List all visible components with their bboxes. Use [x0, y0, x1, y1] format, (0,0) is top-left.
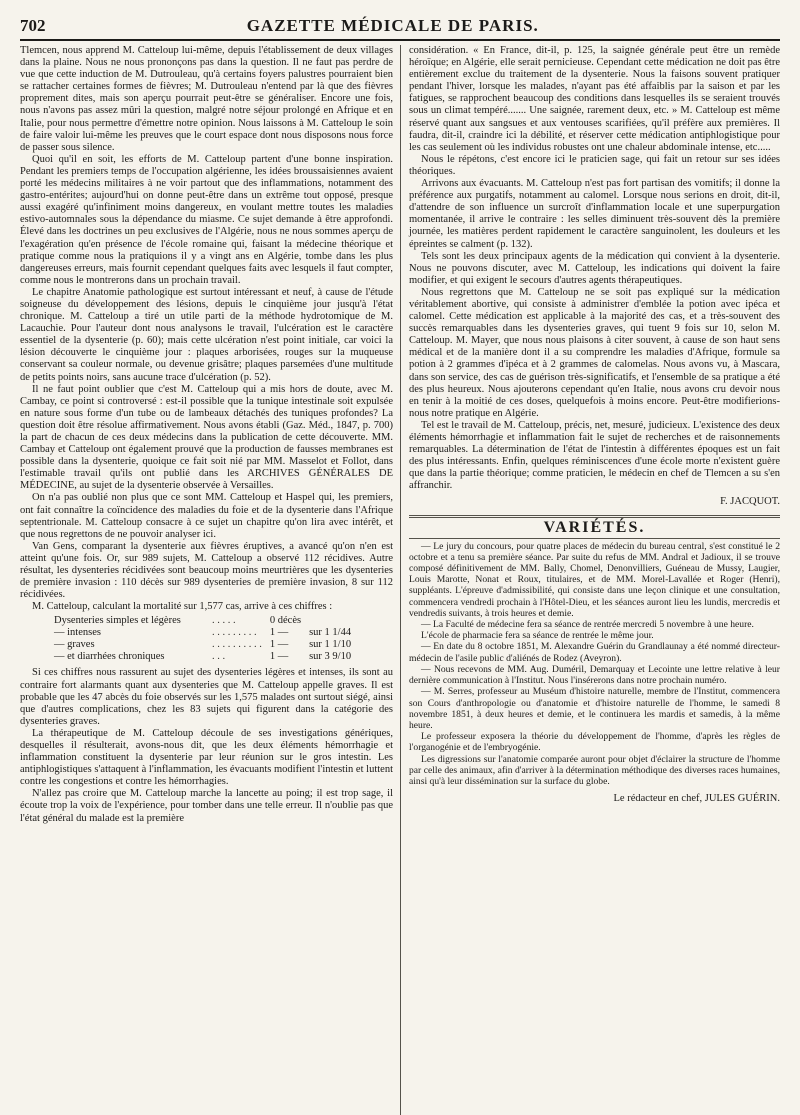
- author-signature: F. JACQUOT.: [720, 496, 780, 508]
- varietes-heading: VARIÉTÉS.: [543, 518, 646, 536]
- table-cell: . . . . .: [212, 615, 236, 627]
- table-cell: . . . . . . . . . .: [212, 639, 262, 651]
- left-paragraph: Le chapitre Anatomie pathologique est surtout intéressant et neuf, à cause de l'étude soigneuse du développement des lésions, depuis le cinquième jour jusqu'à l'état chronique. M. Catteloup a tiré un utile parti de la méthode hydrotomique de M. Lacauchie. Pour l'auteur dont nous analysons le travail, l'ulcération est le caractère essentiel de la dysenterie (p. 60); mais cette ulcération n'est point initiale, car voici la lésion découverte le cinquième jour : plaques arborisées, rouges sur la muqueuse conservant sa couleur normale, ou devenue grisâtre; plaques parsemées d'une multitude de petits points noirs, sans aucune trace d'ulcération (p. 52).: [20, 286, 393, 383]
- news-item: Les digressions sur l'anatomie comparée auront pour objet d'éclairer la structure de l'homme par celle des animaux, afin d'arriver à la détermination méthodique des diverses races humaines, ainsi qu'à leur dissémination sur la surface du globe.: [409, 753, 780, 787]
- table-cell: 1 —: [269, 651, 289, 663]
- varietes-section: [409, 541, 780, 787]
- mortality-table: [50, 615, 355, 663]
- table-cell: 1 —: [269, 627, 289, 639]
- table-cell: . . . . . . . . .: [212, 627, 257, 639]
- news-item: — Le jury du concours, pour quatre places de médecin du bureau central, s'est constitué le 2 octobre et a tenu sa première séance. Par suite du refus de MM. Andral et Jadioux, il se trouve composé définitivement de MM. Bally, Chomel, Denonvilliers, Guéneau de Mussy, Laugier, Louis Marotte, Nonat et Roux, titulaires, et de MM. Morel-Lavallée et Roger (Henri), suppléants. L'épreuve d'admissibilité, qui consiste dans une leçon clinique et une consultation, commencera vendredi prochain à l'Hôtel-Dieu, et les séances auront lieu les lundis, mercredis et vendredis suivants, à trois heures et demie.: [409, 540, 780, 619]
- news-item: — En date du 8 octobre 1851, M. Alexandre Guérin du Grandlaunay a été nommé directeur-médecin de l'asile public d'aliénés de Rodez (Aveyron).: [409, 641, 780, 664]
- table-cell: — intenses: [54, 627, 101, 639]
- journal-title: GAZETTE MÉDICALE DE PARIS.: [246, 16, 539, 35]
- table-cell: — et diarrhées chroniques: [54, 651, 165, 663]
- left-paragraph: Van Gens, comparant la dysenterie aux fièvres éruptives, a avancé qu'on n'en est atteint qu'une fois. Or, sur 989 sujets, M. Catteloup a observé 112 récidives. Autre résultat, les dysenteries récidivées sont beaucoup moins meurtrières que les dysenteries de première invasion : 110 décès sur 989 dysenteries de première invasion, 8 sur 112 récidivées.: [20, 540, 393, 601]
- columns: [20, 45, 780, 1115]
- table-cell: sur 1 1/44: [309, 627, 352, 639]
- table-row: [50, 627, 355, 639]
- page-header: [20, 16, 780, 41]
- table-row: [50, 639, 355, 651]
- left-column: [20, 45, 400, 1115]
- table-cell: 1 —: [269, 639, 289, 651]
- table-cell: — graves: [54, 639, 95, 651]
- news-item: — Nous recevons de MM. Aug. Duméril, Demarquay et Lecointe une lettre relative à leur dernière communication à l'Institut. Nous l'insérerons dans notre prochain numéro.: [409, 663, 780, 687]
- left-paragraph: Il ne faut point oublier que c'est M. Catteloup qui a mis hors de doute, avec M. Cambay, ce point si controversé : est-il possible que la tunique intestinale soit expulsée en nature sous forme d'un tube ou de lambeaux détachés des tuniques profondes? La question doit être résolue affirmativement. Nous avons établi (Gaz. Méd., 1847, p. 700) la part de chacun de ces deux médecins dans la publication de cette découverte. MM. Cambay et Catteloup ont également prouvé que la production de fausses membranes est possible dans la dysenterie, quoique ce fait soit nié par MM. Masselot et Follot, dans l'estimable travail qu'ils ont publié dans les ARCHIVES GÉNÉRALES DE MÉDECINE, au sujet de la dysenterie observée à Versailles.: [20, 383, 393, 492]
- left-paragraph: On n'a pas oublié non plus que ce sont MM. Catteloup et Haspel qui, les premiers, ont fait connaître la coïncidence des maladies du foie et de la dysenterie dans l'Afrique septentrionale. M. Catteloup consacre à ce sujet un chapitre qu'on lira avec intérêt, et que nous regrettons de ne pouvoir analyser ici.: [20, 492, 393, 540]
- right-paragraph: Nous regrettons que M. Catteloup ne se soit pas expliqué sur la médication véritablement abortive, qui consiste à administrer d'emblée la potion avec ipéca et calomel. Cette médication est applicable à la majorité des cas, et a très-souvent des succès remarquables dans les dysenteries graves, qui tuent 9 fois sur 10, selon M. Catteloup. M. Mayer, que nous nous plaisons à citer souvent, à cause de son haut sens médical et de la manière dont il a su comprendre les maladies d'Afrique, formule sa potion à 2 grammes d'ipéca et à 2 grammes de calomelas. Nous avons vu, à Mascara, dans son service, des cas de guérison très-significatifs, et l'ensemble de sa pratique a été des plus heureux. Nous ajouterons cependant qu'en Italie, nous avons cru devoir nous en tenir à la moitié de ces doses, quelquefois à moins encore. Peut-être modifierions-nous notre pratique en Algérie.: [409, 286, 780, 419]
- table-row: [50, 651, 355, 663]
- table-cell: 0 décès: [269, 615, 302, 627]
- right-paragraph: Arrivons aux évacuants. M. Catteloup n'est pas fort partisan des vomitifs; il donne la préférence aux purgatifs, notamment au calomel. Lorsque nous serions en droit, dit-il, d'attendre de son influence un surcroît d'inflammation locale et une superpurgation momentanée, il arrive le contraire : les selles diminuent très-souvent dès la première journée, les matières perdent rapidement le caractère sanguinolent, les douleurs et les épreintes se calment (p. 132).: [409, 178, 780, 250]
- left-paragraph: Quoi qu'il en soit, les efforts de M. Catteloup partent d'une bonne inspiration. Pendant les premiers temps de l'occupation algérienne, les idées broussaisiennes avaient porté les médecins militaires à ne voir partout que des inflammations, notamment des gastro-entérites; aujourd'hui on donne peut-être dans un extrême tout opposé, presque aussi exagéré qu'infiniment moins dangereux, en voulant mettre toutes les maladies estivo-automnales sous la dépendance du miasme. Ce sujet demande à être approfondi. Élevé dans les doctrines un peu exclusives de l'Algérie, nous ne nous sommes aperçu de l'exagération qu'en présence de l'école romaine qui, faisant la médecine théorique et pratique comme nous la pratiquions il y a vingt ans en Algérie, tombe dans les plus dangereuses erreurs, mais fournit cependant quelques faits avec lesquels il faut compter, comme nous le montrerons dans un prochain travail.: [20, 153, 393, 286]
- editor-signature: Le rédacteur en chef, JULES GUÉRIN.: [613, 793, 780, 805]
- table-cell: . . .: [212, 651, 226, 663]
- right-column: [400, 45, 780, 1115]
- left-paragraph: La thérapeutique de M. Catteloup découle de ses investigations génériques, desquelles il résulterait, avons-nous dit, que les deux éléments hémorrhagie et inflammation constituent la dysenterie par leur réunion sur le gros intestin. Les antiphlogistiques s'attaquent à l'inflammation, les évacuants modifient l'intestin et luttent contre les congestions et contre les hémorrhagies.: [20, 727, 393, 788]
- left-paragraph: M. Catteloup, calculant la mortalité sur 1,577 cas, arrive à ces chiffres :: [32, 601, 333, 613]
- table-cell: sur 1 1/10: [309, 639, 352, 651]
- page-number: 702: [20, 16, 46, 35]
- left-paragraph: N'allez pas croire que M. Catteloup marche la lancette au poing; il est trop sage, il écoute trop la voix de l'expérience, pour tomber dans une telle erreur. Il n'oublie pas que l'état général du malade est la première: [20, 788, 393, 824]
- table-cell: Dysenteries simples et légères: [54, 615, 181, 627]
- left-paragraph: Tlemcen, nous apprend M. Catteloup lui-même, depuis l'établissement de deux villages dans la plaine. Nous ne nous prononçons pas dans la question. Il ne faut pas perdre de vue que cette induction de M. Dutrouleau, qu'à certains foyers palustres pourraient bien se rattacher certaines formes de fièvres; M. Dutrouleau n'entend par là que des fièvres proprement dites, mais son aperçu pourrait peut-être se généraliser. Encore une fois, nous n'avons pas assez mûri la question, malgré notre séjour prolongé en Afrique et en Italie, pour nous permettre d'émettre notre opinion. Nous laissons à M. Catteloup le soin de faire valoir lui-même les preuves que le court espace dont nous disposons nous force de passer sous silence.: [20, 45, 393, 153]
- table-cell: sur 3 9/10: [309, 651, 352, 663]
- news-item: L'école de pharmacie fera sa séance de rentrée le même jour.: [421, 630, 654, 642]
- right-paragraph: Nous le répétons, c'est encore ici le praticien sage, qui fait un retour sur ses idées théoriques.: [409, 153, 780, 177]
- right-paragraph: Tel est le travail de M. Catteloup, précis, net, mesuré, judicieux. L'existence des deux éléments hémorrhagie et inflammation fait le sujet de recherches et de raisonnements remarquables. La détermination de l'état de l'intestin à différentes époques est un fait des plus intéressants. Enfin, quelques réminiscences d'une école morte n'existent guère que dans la partie théorique; comme praticien, le médecin en chef de Tlemcen a su s'en affranchir.: [409, 419, 780, 492]
- table-cell: [305, 615, 355, 627]
- news-item: — La Faculté de médecine fera sa séance de rentrée mercredi 5 novembre à une heure.: [421, 619, 754, 631]
- section-divider: [409, 515, 780, 518]
- right-paragraph: considération. « En France, dit-il, p. 125, la saignée générale peut être un remède héroïque; en Algérie, elle serait pernicieuse. Cependant cette médication ne doit pas être entièrement exclue du traitement de la dysenterie. Nous la faisons souvent pratiquer pendant l'hiver, lorsque les malades, n'ayant pas été affaiblis par la saison et par les fatigues, se rapprochent beaucoup des conditions dans lesquelles ils se seraient trouvés sous un climat tempéré....... Une saignée, rarement deux, etc. » M. Catteloup est même réservé quant aux sangsues et aux ventouses scarifiées, qu'il préfère aux premières. Il faudra, dit-il, craindre ici la débilité, et réserver cette médication antiphlogistique pour les cas seulement où les individus robustes ont une chaleur abdominale intense, etc.....: [409, 45, 780, 153]
- news-item: Le professeur exposera la théorie du développement de l'homme, d'après les règles de l'organogénie et de l'embryogénie.: [409, 731, 780, 754]
- news-item: — M. Serres, professeur au Muséum d'histoire naturelle, membre de l'Institut, commencera son Cours d'anthropologie ou d'anatomie et d'histoire naturelle de l'homme, le samedi 8 novembre 1851, à deux heures et demie, et le continuera les mardis et samedis, à la même heure.: [409, 686, 780, 731]
- heading-divider: [409, 538, 780, 539]
- left-paragraph: Si ces chiffres nous rassurent au sujet des dysenteries légères et intenses, ils sont au contraire fort alarmants quant aux dysenteries que M. Catteloup appelle graves. Il est probable que les 47 abcès du foie observés sur les 1,575 malades ont surtout siégé, ainsi que d'autres complications, chez les 83 sujets qui figurent dans la catégorie des dysenteries graves.: [20, 667, 393, 727]
- table-row: [50, 615, 355, 627]
- right-paragraph: Tels sont les deux principaux agents de la médication qui convient à la dysenterie. Nous ne pouvons discuter, avec M. Catteloup, les indications qui doivent la faire modifier, et qui exigent le secours d'autres agents thérapeutiques.: [409, 250, 780, 286]
